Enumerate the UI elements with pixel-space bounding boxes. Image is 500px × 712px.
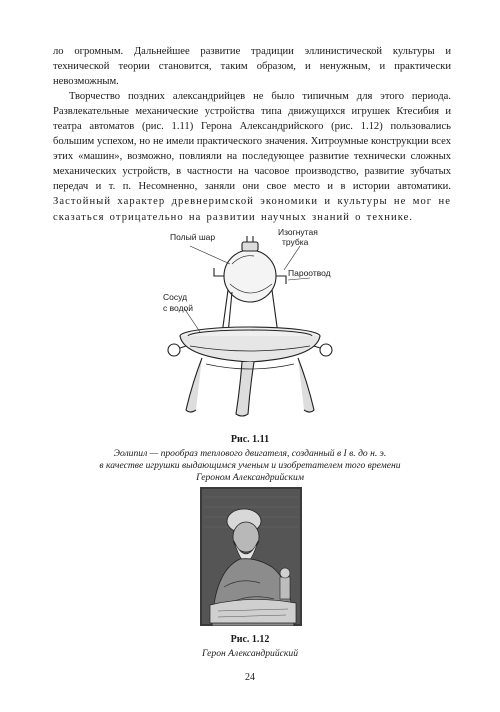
label-bent-tube-line2: трубка	[282, 237, 309, 247]
figure-1-11-caption-line3: Героном Александрийским	[196, 472, 304, 483]
figure-1-12-caption-line1: Герон Александрийский	[202, 648, 298, 659]
heron-portrait-engraving	[200, 487, 302, 626]
label-vessel-line1: Сосуд	[163, 292, 188, 302]
page-number: 24	[245, 672, 255, 683]
paragraph-1: ло огромным. Дальнейшее развитие традиции эллинистической культуры и технической теории становится, таким образом, и ненужным, и практически невозможным.	[53, 46, 451, 88]
paragraph-2	[53, 89, 451, 224]
body-text	[53, 44, 451, 225]
label-hollow-sphere: Полый шар	[170, 232, 216, 242]
paragraph-2-spaced-text: Застойный характер древнеримской экономики и культуры не мог не сказаться отрицательно на развитии научных знаний о технике.	[53, 196, 451, 223]
label-vessel-line2: с водой	[163, 303, 194, 313]
paragraph-2-text: Творчество поздних александрийцев не было типичным для этого периода. Развлекательные механические устройства типа движущихся игрушек Ктесибия и театра автоматов (рис. 1.11) Герона Александрийского (рис. 1.12) пользовались большим успехом, но не имели практического значения. Хитроумные конструкции всех этих «машин», возможно, повлияли на последующее развитие технически сложных механических устройств, в частности на часовое производство, развитие зубчатых передач и т. п. Несомненно, заняли они свое место и в истории автоматики.	[53, 91, 451, 193]
aeolipile-illustration	[150, 224, 350, 424]
label-steam-outlet: Пароотвод	[288, 268, 331, 278]
figure-1-11-caption-line1: Эолипил — прообраз теплового двигателя, созданный в I в. до н. э.	[113, 448, 387, 459]
figure-1-11-caption-line2: в качестве игрушки выдающимся ученым и изобретателем того времени	[99, 460, 401, 471]
figure-1-11-title: Рис. 1.11	[230, 434, 270, 445]
label-bent-tube-line1: Изогнутая	[278, 227, 318, 237]
figure-1-12-title: Рис. 1.12	[230, 634, 270, 645]
